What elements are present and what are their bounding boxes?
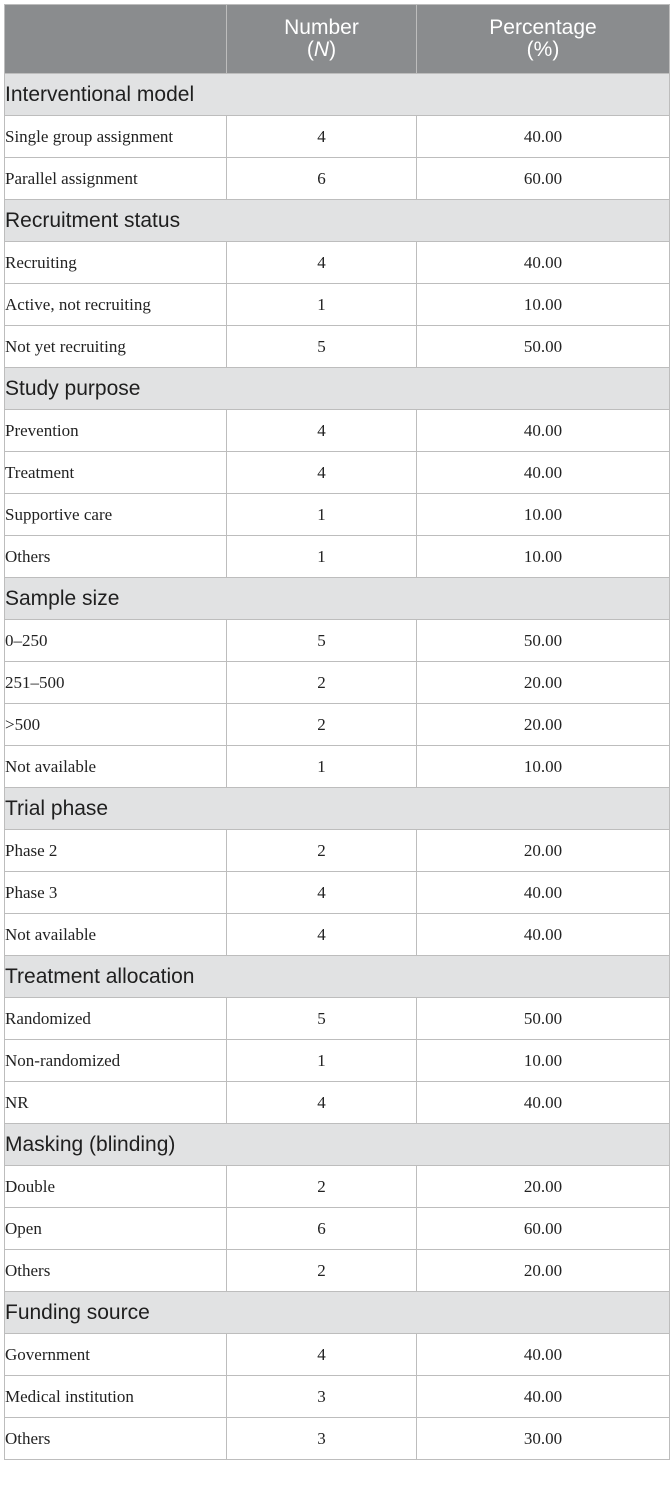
row-number: 4 [227,116,417,158]
table-row [5,620,670,662]
table-row [5,536,670,578]
group-header-row [5,1124,670,1166]
row-label: 251–500 [5,662,227,704]
header-percentage-label: Percentage [489,16,597,39]
group-header-row [5,788,670,830]
row-number: 2 [227,830,417,872]
group-header-row [5,368,670,410]
row-percentage: 10.00 [417,536,670,578]
row-label: Treatment [5,452,227,494]
table-row [5,452,670,494]
row-number: 1 [227,536,417,578]
row-label: Phase 3 [5,872,227,914]
row-label: Randomized [5,998,227,1040]
header-empty-cell [5,5,227,74]
table-row [5,494,670,536]
row-label: >500 [5,704,227,746]
row-number: 4 [227,872,417,914]
table-row [5,998,670,1040]
row-percentage: 40.00 [417,872,670,914]
row-label: Double [5,1166,227,1208]
row-percentage: 40.00 [417,1334,670,1376]
row-percentage: 20.00 [417,662,670,704]
row-number: 2 [227,1250,417,1292]
table-row [5,1418,670,1460]
table-row [5,326,670,368]
row-label: Others [5,1250,227,1292]
header-percentage-unit: (%) [526,38,560,61]
row-label: Supportive care [5,494,227,536]
row-number: 3 [227,1376,417,1418]
row-number: 4 [227,1334,417,1376]
row-number: 6 [227,158,417,200]
row-number: 5 [227,620,417,662]
table-row [5,116,670,158]
table-body [5,74,670,1460]
row-number: 4 [227,242,417,284]
row-percentage: 60.00 [417,1208,670,1250]
row-number: 6 [227,1208,417,1250]
row-label: Non-randomized [5,1040,227,1082]
table-row [5,1166,670,1208]
table-row [5,242,670,284]
group-title: Study purpose [5,368,670,410]
row-percentage: 10.00 [417,284,670,326]
group-title: Trial phase [5,788,670,830]
row-percentage: 50.00 [417,998,670,1040]
row-number: 3 [227,1418,417,1460]
table-row [5,1082,670,1124]
row-percentage: 40.00 [417,242,670,284]
row-percentage: 20.00 [417,1250,670,1292]
row-number: 1 [227,746,417,788]
row-percentage: 20.00 [417,704,670,746]
table-row [5,662,670,704]
row-number: 2 [227,662,417,704]
group-title: Funding source [5,1292,670,1334]
row-label: Medical institution [5,1376,227,1418]
header-percentage [417,5,670,74]
header-number-label: Number [284,16,359,39]
row-percentage: 40.00 [417,452,670,494]
row-label: Prevention [5,410,227,452]
table-row [5,1040,670,1082]
row-label: 0–250 [5,620,227,662]
row-label: Recruiting [5,242,227,284]
table-row [5,1334,670,1376]
row-percentage: 40.00 [417,116,670,158]
row-label: Active, not recruiting [5,284,227,326]
row-percentage: 40.00 [417,1082,670,1124]
row-number: 4 [227,1082,417,1124]
row-label: Not available [5,914,227,956]
row-number: 2 [227,704,417,746]
row-number: 4 [227,914,417,956]
row-percentage: 40.00 [417,1376,670,1418]
table-row [5,704,670,746]
table-row [5,1208,670,1250]
row-percentage: 50.00 [417,620,670,662]
row-label: Phase 2 [5,830,227,872]
row-number: 4 [227,410,417,452]
group-title: Sample size [5,578,670,620]
table-row [5,410,670,452]
row-number: 5 [227,998,417,1040]
row-percentage: 20.00 [417,830,670,872]
row-number: 1 [227,1040,417,1082]
group-title: Masking (blinding) [5,1124,670,1166]
row-number: 1 [227,284,417,326]
group-title: Treatment allocation [5,956,670,998]
row-number: 2 [227,1166,417,1208]
row-label: Others [5,1418,227,1460]
table-header [5,5,670,74]
group-header-row [5,74,670,116]
table-row [5,830,670,872]
row-label: Others [5,536,227,578]
header-number [227,5,417,74]
group-title: Recruitment status [5,200,670,242]
group-header-row [5,578,670,620]
row-percentage: 20.00 [417,1166,670,1208]
table-row [5,158,670,200]
group-title: Interventional model [5,74,670,116]
table-row [5,1250,670,1292]
row-label: Not available [5,746,227,788]
table-row [5,872,670,914]
row-label: Parallel assignment [5,158,227,200]
row-percentage: 40.00 [417,914,670,956]
table-row [5,746,670,788]
row-label: Single group assignment [5,116,227,158]
row-label: NR [5,1082,227,1124]
row-percentage: 60.00 [417,158,670,200]
row-label: Government [5,1334,227,1376]
row-percentage: 50.00 [417,326,670,368]
header-number-unit-symbol: N [313,38,330,61]
characteristics-table [4,4,670,1460]
row-percentage: 40.00 [417,410,670,452]
row-percentage: 10.00 [417,494,670,536]
table-row [5,1376,670,1418]
table-row [5,284,670,326]
group-header-row [5,956,670,998]
row-number: 4 [227,452,417,494]
row-label: Not yet recruiting [5,326,227,368]
row-number: 5 [227,326,417,368]
row-percentage: 30.00 [417,1418,670,1460]
row-number: 1 [227,494,417,536]
group-header-row [5,200,670,242]
row-percentage: 10.00 [417,746,670,788]
header-number-unit: (N) [306,38,337,61]
row-percentage: 10.00 [417,1040,670,1082]
group-header-row [5,1292,670,1334]
row-label: Open [5,1208,227,1250]
table-row [5,914,670,956]
